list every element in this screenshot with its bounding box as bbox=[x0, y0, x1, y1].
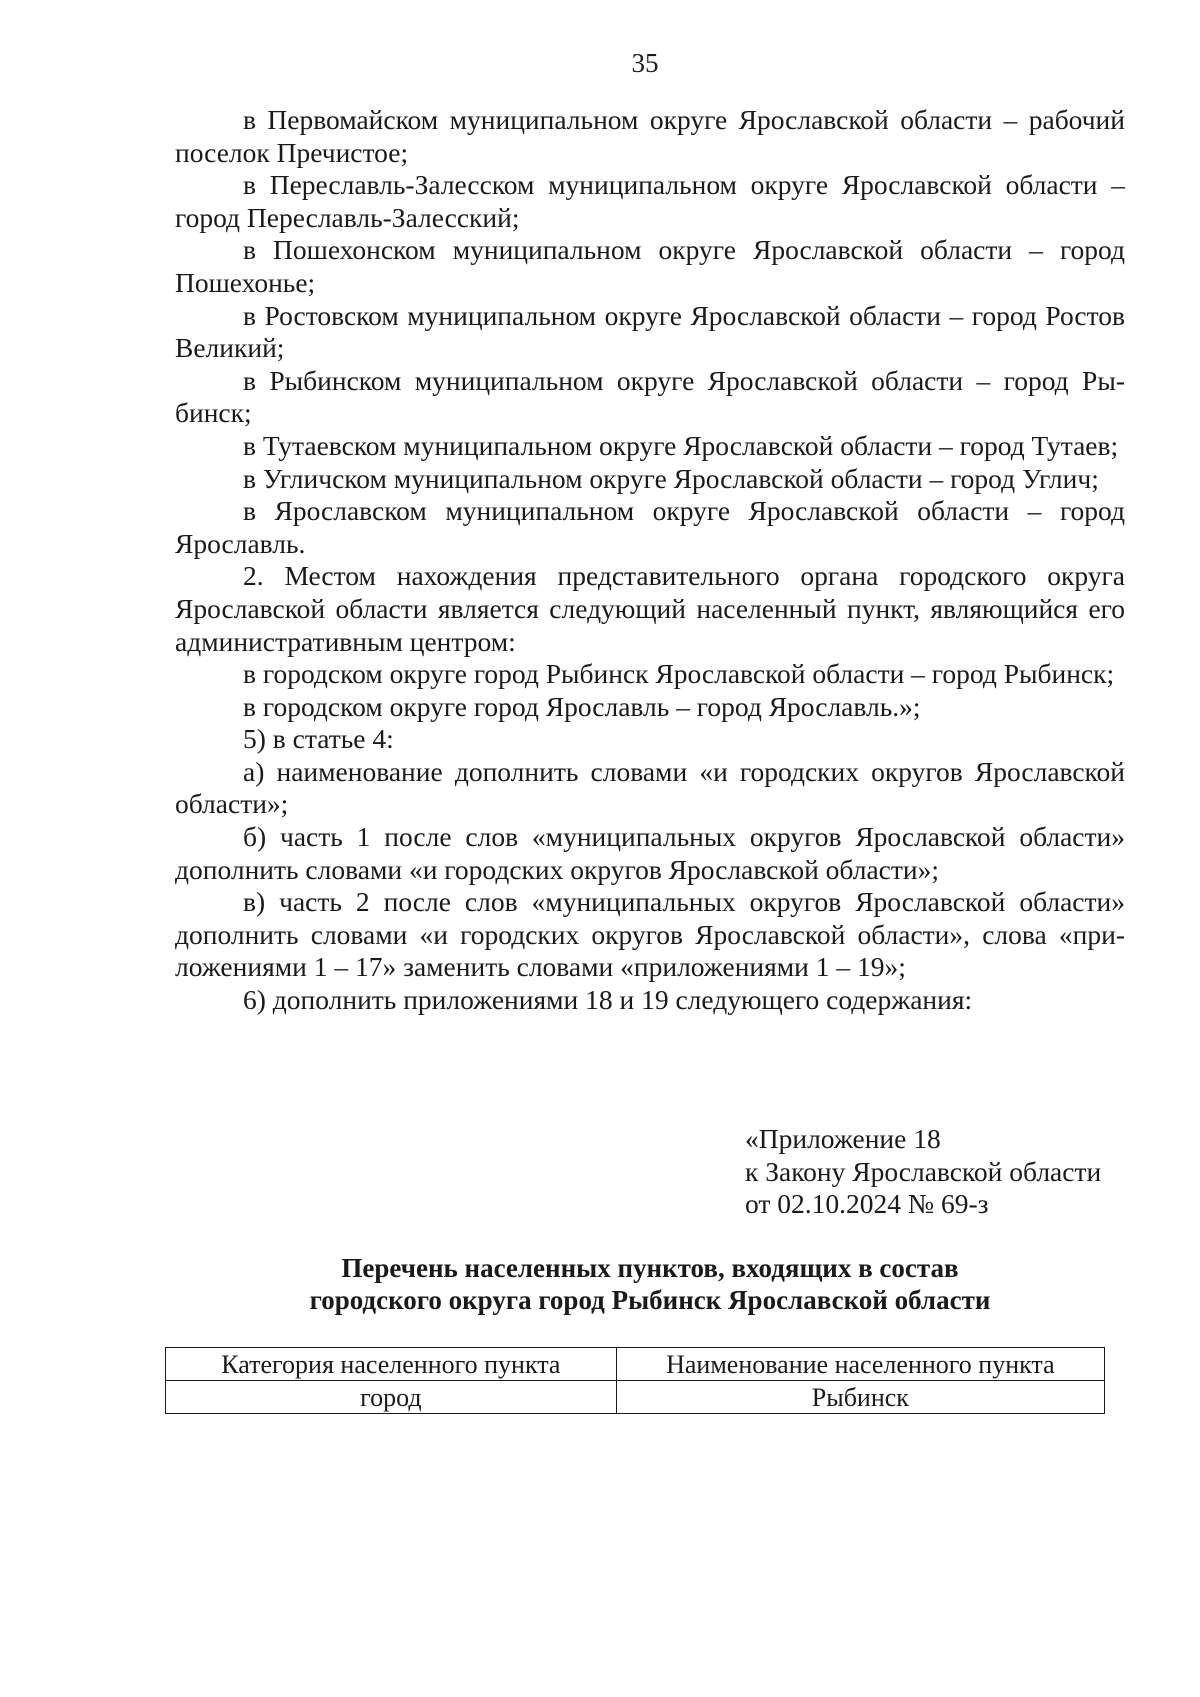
paragraph-item-5a: а) наименование дополнить словами «и городских округов Ярославской области»; bbox=[175, 755, 1125, 820]
paragraph-pervomaisky: в Первомайском муниципальном округе Ярославской области – рабочий поселок Пречистое; bbox=[175, 104, 1125, 168]
list-title bbox=[175, 1252, 1125, 1316]
appendix-reference bbox=[745, 1123, 1101, 1221]
appendix-law: к Закону Ярославской области bbox=[745, 1155, 1102, 1187]
localities-table bbox=[165, 1347, 1105, 1414]
paragraph-item-2: 2. Местом нахождения представительного органа городского округа Ярославской области является следующий населенный пункт, являющийся его административным центром: bbox=[175, 560, 1125, 657]
paragraph-item-5: 5) в статье 4: bbox=[243, 723, 394, 755]
cell-category: город bbox=[166, 1381, 617, 1414]
paragraph-item-6: 6) дополнить приложениями 18 и 19 следующего содержания: bbox=[243, 984, 973, 1016]
paragraph-tutaevsky: в Тутаевском муниципальном округе Ярославской области – город Тутаев; bbox=[243, 429, 1119, 461]
cell-name: Рыбинск bbox=[616, 1381, 1104, 1414]
table-header-row bbox=[166, 1348, 1105, 1381]
appendix-number: «Приложение 18 bbox=[745, 1123, 941, 1154]
body-text bbox=[175, 104, 1125, 1017]
paragraph-yaroslavsky: в Ярославском муниципальном округе Ярославской области – город Ярославль. bbox=[175, 495, 1125, 559]
paragraph-pereslavl: в Переславль-Залесском муниципальном округе Ярославской области – город Переславль-Залесский; bbox=[175, 169, 1125, 233]
paragraph-rybinsky: в Рыбинском муниципальном округе Ярославской области – город Рыбинск; bbox=[175, 364, 1125, 429]
column-header-category: Категория населенного пункта bbox=[166, 1348, 617, 1381]
paragraph-item-5b: б) часть 1 после слов «муниципальных округов Ярославской области» дополнить словами «и городских округов Ярославской области»; bbox=[175, 821, 1125, 885]
paragraph-uglichsky: в Угличском муниципальном округе Ярославской области – город Углич; bbox=[243, 462, 1099, 494]
column-header-name: Наименование населенного пункта bbox=[616, 1348, 1104, 1381]
appendix-date: от 02.10.2024 № 69-з bbox=[745, 1188, 989, 1220]
paragraph-yaroslavl-city-district: в городском округе город Ярославль – город Ярославль.»; bbox=[243, 690, 921, 722]
list-title-line-1: Перечень населенных пунктов, входящих в состав bbox=[341, 1253, 959, 1283]
page-number: 35 bbox=[631, 48, 659, 78]
paragraph-rybinsk-city-district: в городском округе город Рыбинск Ярославской области – город Рыбинск; bbox=[243, 658, 1115, 690]
list-title-line-2: городского округа город Рыбинск Ярославской области bbox=[309, 1285, 991, 1315]
paragraph-rostovsky: в Ростовском муниципальном округе Ярославской области – город Ростов Великий; bbox=[175, 299, 1125, 364]
table-row bbox=[166, 1381, 1105, 1414]
paragraph-item-5v: в) часть 2 после слов «муниципальных округов Ярославской области» дополнить словами «и городских округов Ярославской области», слова «приложениями 1 – 17» заменить словами «приложениями 1 – 19»; bbox=[175, 886, 1125, 983]
paragraph-poshekhonsky: в Пошехонском муниципальном округе Ярославской области – город Пошехонье; bbox=[175, 234, 1125, 298]
